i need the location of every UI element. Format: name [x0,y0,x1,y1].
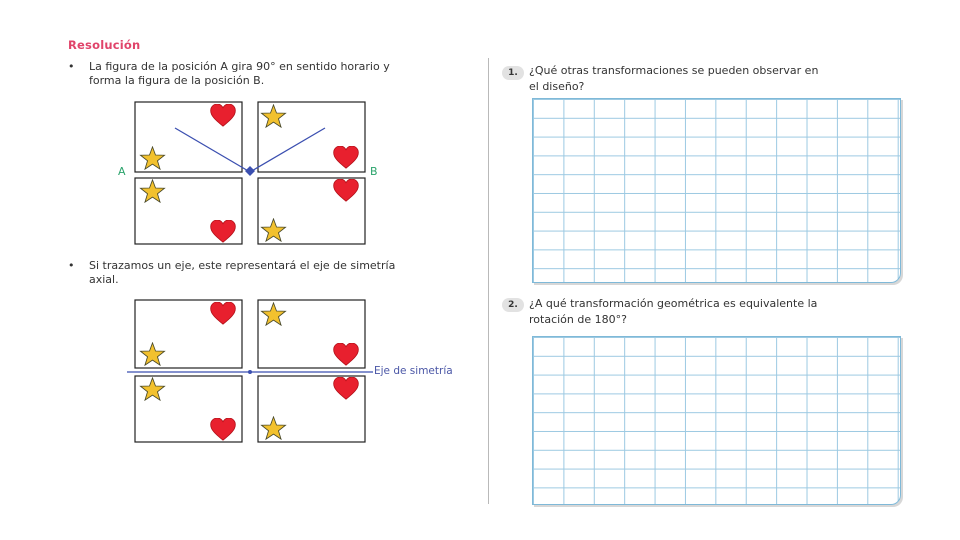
bullet-symmetry [68,259,488,289]
star-icon [262,303,286,325]
heart-icon [334,343,359,365]
question-text [529,296,919,328]
heart-icon [211,302,236,324]
symmetry-axis-label: Eje de simetría [374,365,453,377]
question-line: ¿A qué transformación geométrica es equivalente la [529,297,818,310]
heart-icon [211,104,236,126]
label-position-b: B [370,165,378,178]
star-icon [262,105,286,127]
answer-grid-1[interactable] [532,98,901,283]
heart-icon [211,418,236,440]
bullet-text [89,60,390,88]
star-icon [141,180,165,202]
question-line: el diseño? [529,80,585,93]
rotation-figure [115,98,395,248]
heart-icon [334,179,359,201]
question-number-badge: 2. [502,298,524,312]
section-heading: Resolución [68,38,141,52]
rotation-center [245,166,255,176]
bullet-dot: • [68,60,75,73]
symmetry-figure [115,298,375,446]
question-number-badge: 1. [502,66,524,80]
bullet-line: forma la figura de la posición B. [89,74,265,87]
bullet-text [89,259,395,287]
star-icon [141,378,165,400]
axis-center-dot [248,370,252,374]
heart-icon [334,146,359,168]
star-icon [141,147,165,169]
answer-grid-2[interactable] [532,336,901,505]
bullet-rotation [68,60,488,90]
star-icon [262,417,286,439]
column-divider [488,58,489,504]
bullet-line: Si trazamos un eje, este representará el eje de simetría [89,259,396,272]
heart-icon [334,377,359,399]
question-text [529,63,919,95]
bullet-line: La figura de la posición A gira 90° en sentido horario y [89,60,390,73]
heart-icon [211,220,236,242]
star-icon [141,343,165,365]
bullet-dot: • [68,259,75,272]
bullet-line: axial. [89,273,119,286]
star-icon [262,219,286,241]
rotation-ray-b [250,128,325,172]
rotation-ray-a [175,128,250,172]
question-line: rotación de 180°? [529,313,627,326]
question-line: ¿Qué otras transformaciones se pueden observar en [529,64,819,77]
label-position-a: A [118,165,126,178]
